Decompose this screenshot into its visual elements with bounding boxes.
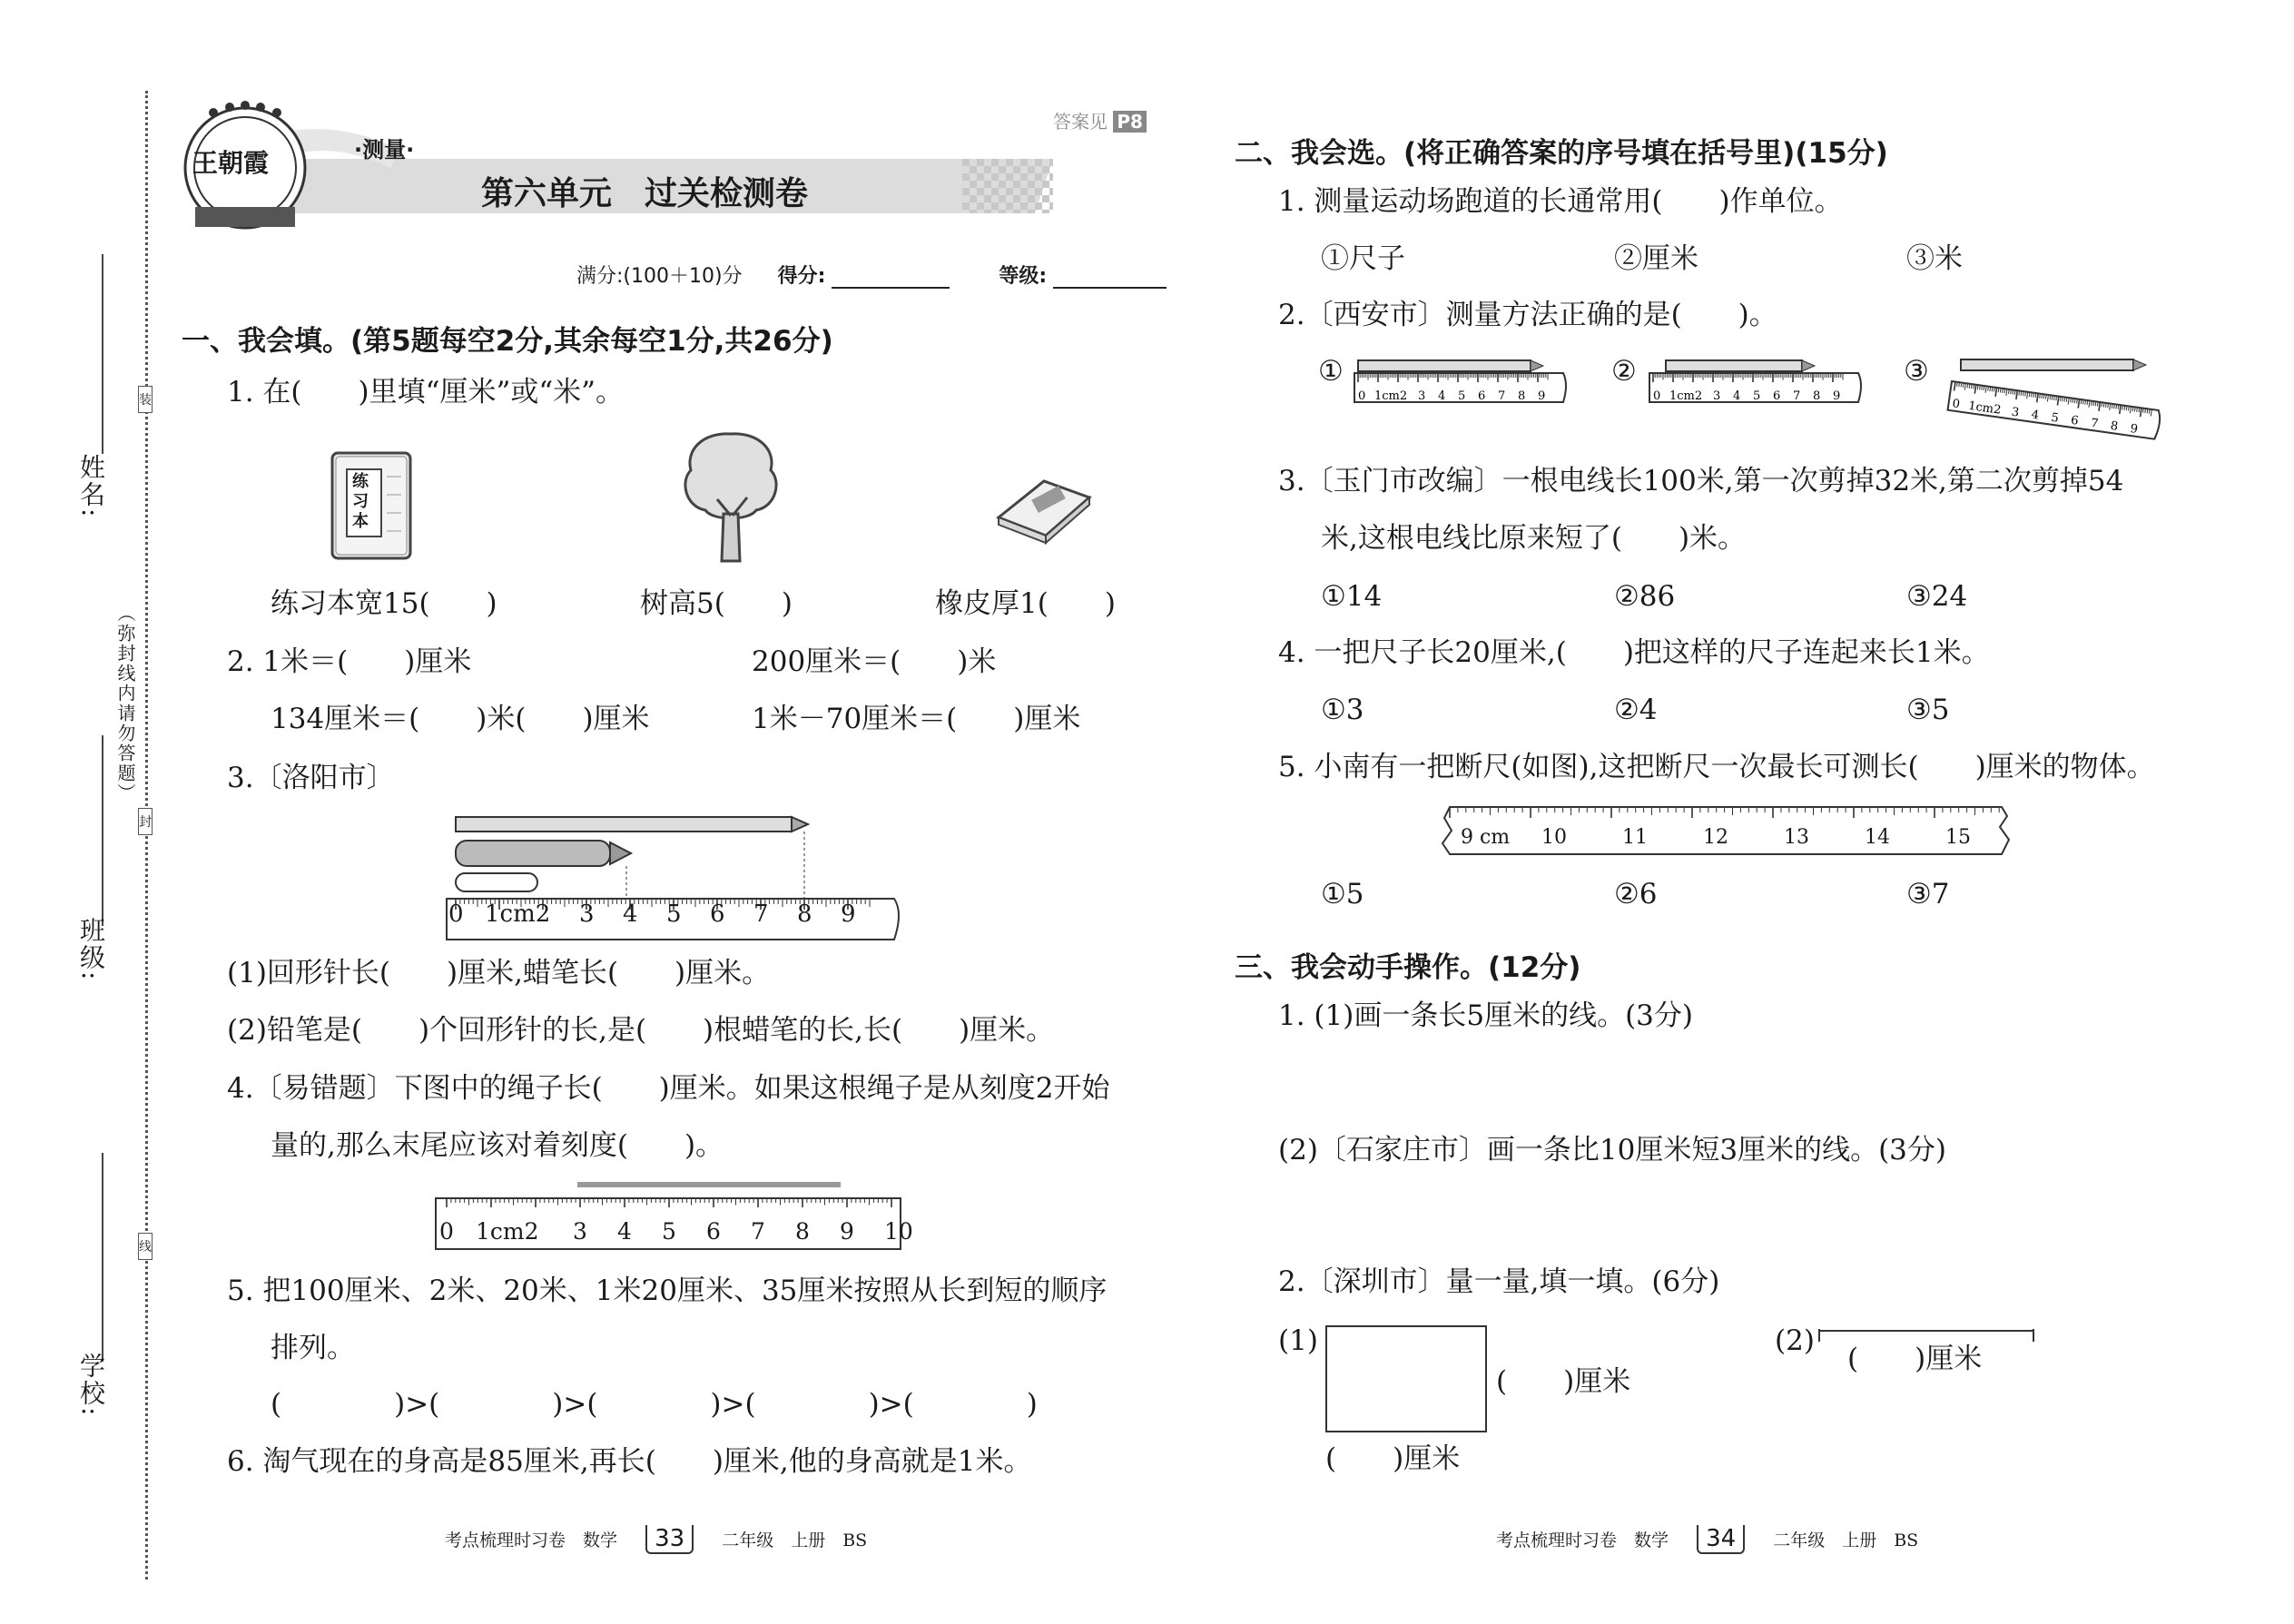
q1-answer-eraser: 橡皮厚1( )	[935, 587, 1116, 620]
ruler-label: 7	[1498, 389, 1506, 403]
ruler-label: 5	[666, 901, 682, 928]
ruler-label: 1cm2	[1374, 389, 1408, 403]
ruler-label: 8	[795, 1218, 810, 1245]
ruler-tick	[2137, 408, 2138, 412]
ruler-tick	[2035, 393, 2036, 398]
ruler-tick	[2019, 390, 2020, 395]
ruler-label: 1cm2	[476, 1218, 539, 1245]
ruler-tick	[1992, 387, 1993, 391]
ruler-label: 0	[439, 1218, 454, 1245]
ruler-label: 6	[1773, 389, 1781, 403]
ruler-label: 9	[1833, 389, 1841, 403]
ruler-tick	[2108, 403, 2109, 408]
r4-text: 4. 一把尺子长20厘米,( )把这样的尺子连起来长1米。	[1278, 636, 1990, 669]
ruler-tick	[2139, 408, 2140, 412]
ruler-tick	[2052, 396, 2053, 400]
ruler-tick	[2103, 403, 2104, 408]
r2-option-2: ②	[1611, 355, 1637, 388]
ruler-label: 3	[1713, 389, 1721, 403]
ruler-tick	[1990, 387, 1991, 391]
ruler-label: 5	[662, 1218, 676, 1245]
eraser-image	[989, 472, 1098, 545]
ruler-tick	[2085, 400, 2086, 405]
q4-text-b: 量的,那么末尾应该对着刻度( )。	[271, 1129, 724, 1162]
ruler-tick	[2149, 409, 2150, 414]
ruler-tick	[2124, 406, 2125, 410]
r5-option-3: ③7	[1906, 878, 1950, 910]
left-footer-book: 考点梳理时习卷 数学	[445, 1530, 618, 1550]
ruler-tick	[2050, 395, 2051, 399]
p2-b-label: (2)	[1775, 1324, 1815, 1357]
left-footer-page: 33	[645, 1525, 694, 1554]
ruler-label: 4	[617, 1218, 632, 1245]
ruler-label: 7	[753, 901, 769, 928]
ruler-label: 11	[1622, 826, 1648, 849]
section-tag: ·测量·	[354, 137, 415, 162]
brand-name: 王朝霞	[192, 148, 270, 178]
ruler-label: 8	[2109, 418, 2120, 434]
ruler-tick	[2132, 407, 2133, 411]
p2-a-label: (1)	[1278, 1324, 1318, 1357]
ruler-tick	[2134, 407, 2135, 411]
full-score: 满分:(100＋10)分	[576, 265, 743, 288]
ruler-label: 13	[1784, 826, 1809, 849]
ruler-label: 0	[1653, 389, 1661, 403]
ruler-tick	[2116, 405, 2117, 409]
ruler-tick	[2071, 398, 2072, 402]
ruler-tick	[1988, 387, 1989, 391]
ruler-label: 5	[1753, 389, 1761, 403]
ruler-tick	[2025, 391, 2026, 396]
ruler-tick	[2081, 399, 2082, 404]
ruler-label: 9	[841, 901, 856, 928]
score-field[interactable]	[832, 265, 950, 289]
right-footer-grade: 二年级 上册 BS	[1773, 1530, 1919, 1550]
ruler-label: 3	[579, 901, 595, 928]
q3-text: 3.〔洛阳市〕	[227, 762, 395, 794]
left-footer-grade: 二年级 上册 BS	[722, 1530, 868, 1550]
ruler-tick	[2072, 399, 2073, 403]
r1-text: 1. 测量运动场跑道的长通常用( )作单位。	[1278, 185, 1843, 218]
q2-text-c: 134厘米＝( )米( )厘米	[271, 703, 650, 735]
ruler-label: 10	[884, 1218, 913, 1245]
ruler-tick	[2093, 401, 2094, 406]
ruler-label: 3	[1418, 389, 1426, 403]
right-footer-page: 34	[1697, 1525, 1745, 1554]
ruler-tick	[2147, 408, 2148, 413]
ruler-tick	[2097, 402, 2098, 407]
q4-text-a: 4.〔易错题〕下图中的绳子长( )厘米。如果这根绳子是从刻度2开始	[227, 1072, 1110, 1105]
ruler-tick	[1982, 386, 1983, 390]
answer-ref-label: 答案见	[1053, 111, 1108, 133]
right-footer-book: 考点梳理时习卷 数学	[1496, 1530, 1669, 1550]
ruler-tick	[1961, 383, 1962, 388]
r2-figure-2	[1648, 359, 1866, 408]
grade-label: 等级:	[999, 265, 1048, 288]
ruler-tick	[2042, 394, 2043, 399]
ruler-label: 12	[1703, 826, 1728, 849]
header-banner	[163, 86, 1162, 241]
ruler-tick	[2145, 408, 2146, 413]
r5-text: 5. 小南有一把断尺(如图),这把断尺一次最长可测长( )厘米的物体。	[1278, 751, 2155, 783]
class-write-line	[102, 735, 103, 926]
ruler-label: 1cm2	[1669, 389, 1703, 403]
r3-text-a: 3.〔玉门市改编〕一根电线长100米,第一次剪掉32米,第二次剪掉54	[1278, 465, 2124, 497]
ruler-label: 10	[1541, 826, 1567, 849]
ruler-tick	[2060, 397, 2061, 401]
r2-figure-1	[1353, 359, 1570, 408]
ruler-tick	[2021, 391, 2022, 396]
r1-option-1: ①尺子	[1321, 242, 1405, 275]
r4-option-1: ①3	[1321, 694, 1364, 726]
ruler-tick	[2122, 405, 2123, 409]
q1-answer-tree: 树高5( )	[640, 587, 793, 620]
r2-option-1: ①	[1318, 355, 1344, 388]
ruler-label: 4	[2030, 408, 2040, 423]
p2-rectangle	[1325, 1325, 1487, 1432]
ruler-tick	[2040, 394, 2041, 399]
r5-option-1: ①5	[1321, 878, 1364, 910]
r4-option-2: ②4	[1614, 694, 1658, 726]
ruler-label: 7	[2090, 416, 2100, 431]
ruler-tick	[2032, 392, 2033, 397]
school-write-line	[102, 1153, 103, 1362]
p2-text: 2.〔深圳市〕量一量,填一填。(6分)	[1278, 1265, 1720, 1298]
ruler-tick	[1980, 385, 1981, 389]
r2-option-3: ③	[1904, 355, 1929, 388]
ruler-label: 9	[1538, 389, 1546, 403]
ruler-label: 8	[1813, 389, 1821, 403]
ruler-tick	[2106, 403, 2107, 408]
r3-option-1: ①14	[1321, 580, 1383, 613]
p2-b-answer: ( )厘米	[1847, 1343, 1983, 1375]
ruler-tick	[2000, 389, 2001, 393]
ruler-tick	[2066, 398, 2067, 402]
answer-ref-page: P8	[1113, 111, 1147, 133]
paperclip	[456, 873, 537, 891]
ruler-tick	[2011, 389, 2012, 394]
ruler-label: 9 cm	[1461, 826, 1511, 849]
name-write-line	[102, 254, 103, 454]
ruler-label: 0	[448, 901, 464, 928]
school-label: 学校:	[76, 1353, 106, 1418]
r3-option-3: ③24	[1906, 580, 1968, 613]
tree-image	[676, 427, 785, 567]
ruler-tick	[2054, 396, 2055, 400]
q1-answer-notebook: 练习本宽15( )	[271, 587, 497, 620]
pencil-body	[456, 817, 792, 832]
ruler-label: 5	[2050, 410, 2060, 426]
q3-ruler-labels	[445, 901, 908, 933]
p2-a-bottom-answer: ( )厘米	[1325, 1442, 1461, 1475]
ruler-label: 1cm2	[1967, 399, 2003, 418]
score-label: 得分:	[777, 265, 826, 288]
section-3-title: 三、我会动手操作。(12分)	[1235, 951, 1581, 984]
ruler-tick	[2064, 398, 2065, 402]
ruler-tick	[1959, 382, 1960, 387]
p2-a-right-answer: ( )厘米	[1496, 1365, 1631, 1398]
q2-text-d: 1米－70厘米＝( )厘米	[752, 703, 1081, 735]
ruler-label: 3	[573, 1218, 587, 1245]
p1-sub1-draw-area[interactable]	[1278, 1044, 2186, 1117]
ruler-tick	[2056, 396, 2057, 400]
ruler-label: 4	[1733, 389, 1741, 403]
q4-ruler-labels	[434, 1218, 913, 1249]
ruler-label: 0	[1358, 389, 1366, 403]
crayon-body	[456, 841, 610, 866]
ruler-tick	[2114, 404, 2115, 408]
notebook-cover-text: 练习本	[352, 472, 369, 531]
right-footer	[1496, 1525, 1918, 1554]
r4-option-3: ③5	[1906, 694, 1950, 726]
ruler-tick	[1977, 385, 1978, 389]
rope	[577, 1182, 841, 1187]
ruler-tick	[1998, 388, 1999, 392]
section-2-title: 二、我会选。(将正确答案的序号填在括号里)(15分)	[1235, 137, 1888, 170]
ruler-tick	[1969, 384, 1970, 389]
q3-sub2: (2)铅笔是( )个回形针的长,是( )根蜡笔的长,长( )厘米。	[227, 1014, 1055, 1047]
p1-sub2: (2)〔石家庄市〕画一条比10厘米短3厘米的线。(3分)	[1278, 1134, 1946, 1166]
ruler-tick	[2033, 393, 2034, 398]
answer-ref	[1053, 107, 1147, 133]
r1-option-3: ③米	[1906, 242, 1963, 275]
r3-option-2: ②86	[1614, 580, 1676, 613]
page-title: 第六单元 过关检测卷	[481, 175, 809, 212]
binding-mark-mid: 封	[138, 808, 153, 835]
p1-sub2-draw-area[interactable]	[1278, 1180, 2186, 1253]
section-1-title: 一、我会填。(第5题每空2分,其余每空1分,共26分)	[182, 325, 833, 358]
ruler-tick	[2008, 389, 2009, 394]
class-label: 班级:	[76, 917, 106, 982]
binding-mark-top: 装	[138, 386, 153, 413]
ruler-tick	[2003, 389, 2004, 393]
name-label: 姓名:	[76, 454, 106, 519]
q6-text: 6. 淘气现在的身高是85厘米,再长( )厘米,他的身高就是1米。	[227, 1445, 1032, 1478]
r2-figure-3	[1943, 354, 2179, 454]
ruler-tick	[2129, 406, 2130, 410]
ruler-tick	[2143, 408, 2144, 413]
ruler-tick	[2014, 390, 2015, 395]
ruler-label: 6	[1478, 389, 1486, 403]
ruler-tick	[2004, 389, 2005, 393]
ruler-label: 5	[1458, 389, 1466, 403]
binding-warning: （弥封线内请勿答题）	[114, 604, 136, 803]
grade-field[interactable]	[1053, 265, 1167, 289]
r5-option-2: ②6	[1614, 878, 1658, 910]
r1-option-2: ②厘米	[1614, 242, 1698, 275]
ruler-tick	[1957, 382, 1958, 387]
q5-text-b: 排列。	[271, 1332, 355, 1364]
ruler-tick	[2118, 405, 2119, 409]
ruler-label: 9	[840, 1218, 854, 1245]
ruler-tick	[2077, 399, 2078, 403]
ruler-tick	[1963, 383, 1964, 388]
ruler-tick	[1971, 384, 1972, 389]
ruler-label: 15	[1945, 826, 1971, 849]
ruler-label: 4	[1438, 389, 1446, 403]
r5-ruler-labels	[1439, 826, 2020, 853]
q1-text: 1. 在( )里填“厘米”或“米”。	[227, 376, 625, 408]
ruler-label: 7	[751, 1218, 765, 1245]
ruler-label: 8	[1518, 389, 1526, 403]
ruler-label: 14	[1865, 826, 1890, 849]
ruler-label: 6	[2070, 413, 2080, 428]
binding-mark-bot: 线	[138, 1233, 153, 1260]
crayon-tip	[610, 842, 631, 864]
ruler-label: 4	[623, 901, 638, 928]
q5-order-blanks: ( )>( )>( )>( )>( )	[271, 1388, 1038, 1421]
ruler-tick	[2087, 400, 2088, 405]
p1-sub1: 1. (1)画一条长5厘米的线。(3分)	[1278, 999, 1693, 1032]
ruler-tick	[2095, 401, 2096, 406]
q3-sub1: (1)回形针长( )厘米,蜡笔长( )厘米。	[227, 957, 771, 989]
q5-text-a: 5. 把100厘米、2米、20米、1米20厘米、35厘米按照从长到短的顺序	[227, 1275, 1108, 1307]
q2-text-a: 2. 1米＝( )厘米	[227, 645, 472, 678]
ruler-label: 0	[1951, 397, 1961, 412]
ruler-label: 6	[710, 901, 725, 928]
ruler-label: 8	[797, 901, 812, 928]
r3-text-b: 米,这根电线比原来短了( )米。	[1321, 522, 1747, 555]
r2-text: 2.〔西安市〕测量方法正确的是( )。	[1278, 299, 1777, 331]
ruler-tick	[2043, 394, 2044, 399]
ruler-label: 7	[1793, 389, 1801, 403]
ruler-label: 9	[2129, 421, 2139, 437]
ruler-tick	[2074, 399, 2075, 403]
ruler-tick	[2045, 395, 2046, 399]
ruler-tick	[2029, 392, 2030, 397]
left-footer	[445, 1525, 867, 1554]
pencil-tip	[792, 817, 808, 832]
score-row	[576, 261, 1167, 289]
ruler-label: 3	[2010, 405, 2021, 420]
ruler-label: 6	[706, 1218, 721, 1245]
ruler-tick	[1967, 383, 1968, 388]
q2-text-b: 200厘米＝( )米	[752, 645, 997, 678]
ruler-label: 1cm2	[485, 901, 551, 928]
ruler-tick	[1994, 388, 1995, 392]
ruler-tick	[2126, 406, 2127, 410]
ruler-tick	[2082, 399, 2083, 404]
